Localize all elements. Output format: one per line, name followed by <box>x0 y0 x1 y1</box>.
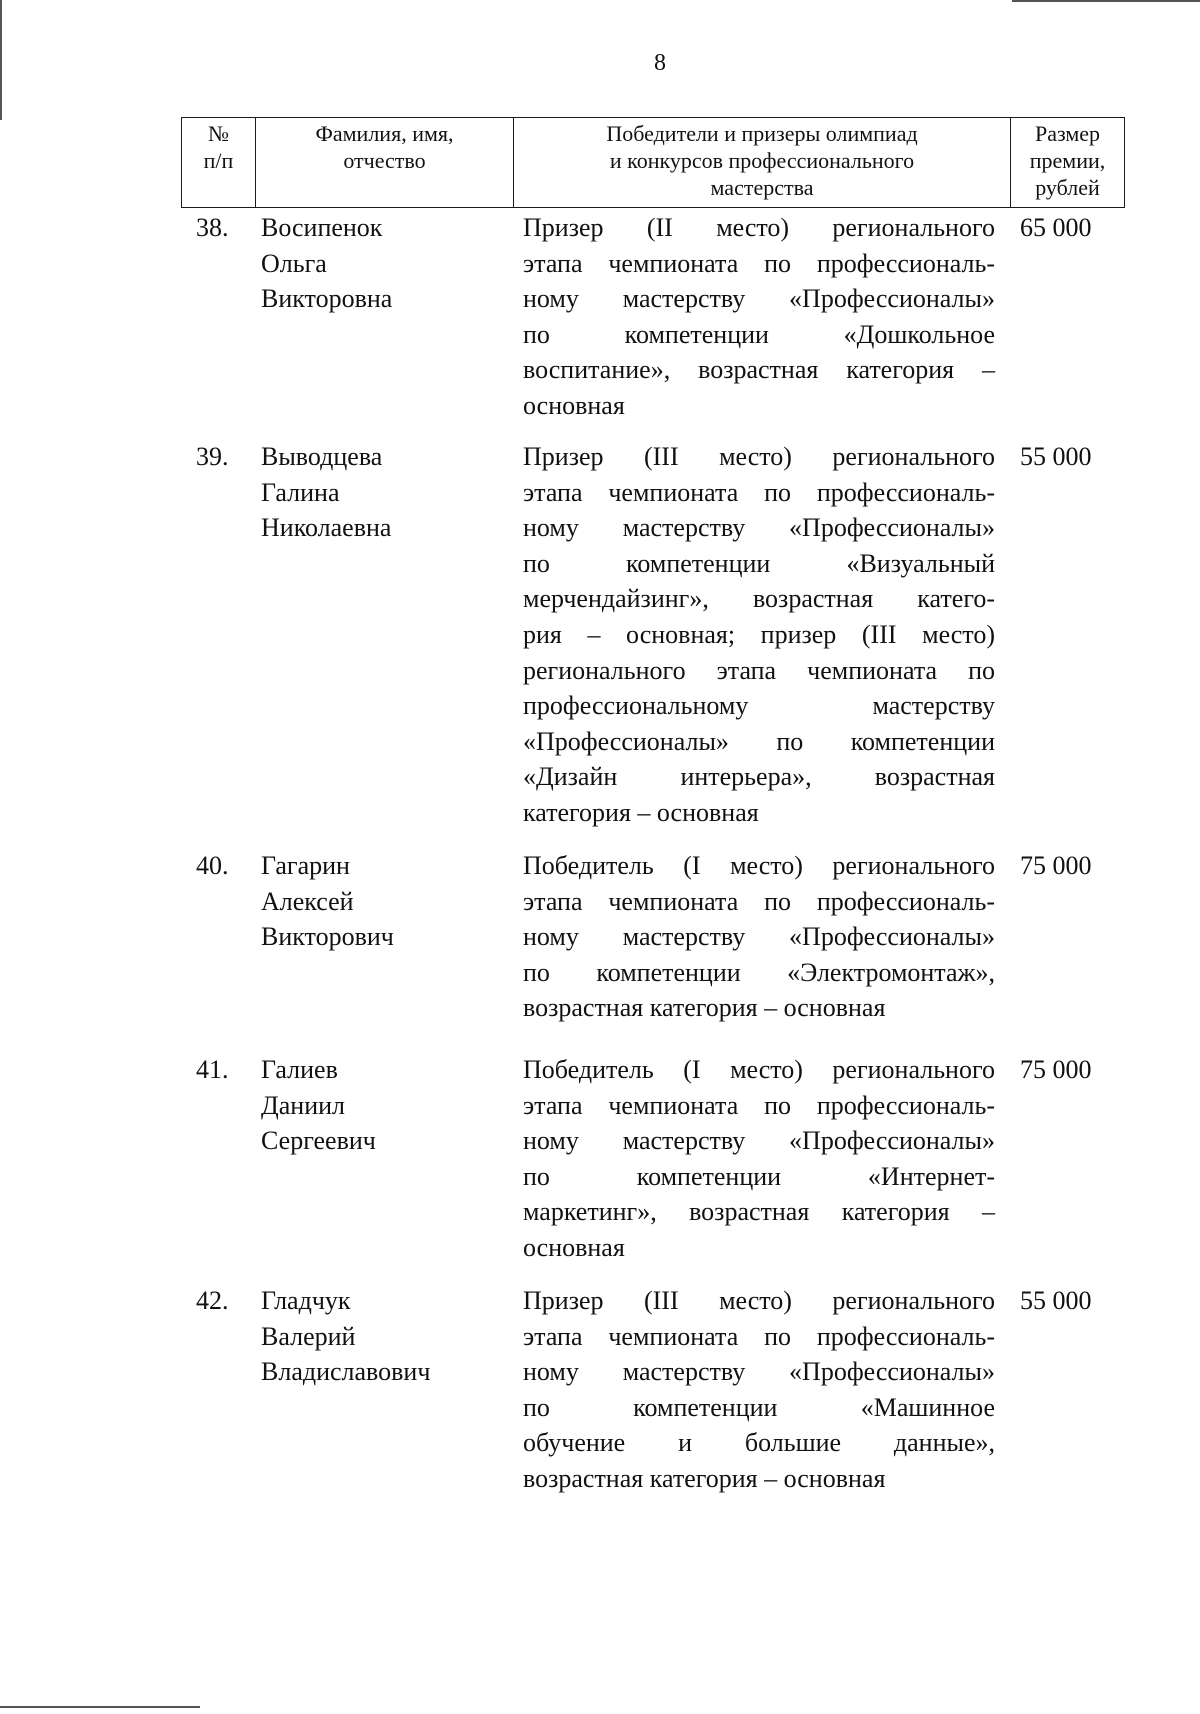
row-achievement <box>523 848 995 1026</box>
achievement-line: основная <box>523 390 625 420</box>
header-line: Победители и призеры олимпиад <box>606 121 918 146</box>
header-line: № <box>208 121 229 146</box>
row-achievement <box>523 1052 995 1266</box>
patronymic: Викторович <box>261 922 394 952</box>
row-number: 38. <box>196 213 229 242</box>
first-name: Даниил <box>261 1090 345 1120</box>
patronymic: Николаевна <box>261 513 392 543</box>
surname: Выводцева <box>261 442 383 471</box>
surname: Гагарин <box>261 851 350 880</box>
row-number: 41. <box>196 1055 229 1084</box>
row-amount: 55 000 <box>1020 1286 1092 1315</box>
row-full-name <box>261 848 491 955</box>
header-col-number <box>182 118 256 208</box>
header-line: отчество <box>343 148 426 173</box>
patronymic: Сергеевич <box>261 1126 376 1156</box>
achievement-line: по компетенции «Визуальный <box>523 548 995 578</box>
header-row <box>182 118 1125 208</box>
achievement-line: Победитель (I место) регионального <box>523 1055 995 1084</box>
achievement-line: по компетенции «Дошкольное <box>523 319 995 349</box>
achievement-line: обучение и большие данные», <box>523 1428 995 1458</box>
first-name: Ольга <box>261 248 327 278</box>
achievement-line: ному мастерству «Профессионалы» <box>523 1357 995 1387</box>
row-full-name <box>261 1052 491 1159</box>
header-col-name <box>256 118 514 208</box>
achievement-line: по компетенции «Интернет- <box>523 1161 995 1191</box>
header-line: Фамилия, имя, <box>315 121 454 146</box>
surname: Галиев <box>261 1055 338 1084</box>
achievement-line: профессиональному мастерству <box>523 691 995 721</box>
scan-edge-mark <box>1012 0 1200 2</box>
achievement-line: маркетинг», возрастная категория – <box>523 1197 995 1227</box>
achievement-line: этапа чемпионата по профессиональ- <box>523 248 995 278</box>
achievement-line: этапа чемпионата по профессиональ- <box>523 1090 995 1120</box>
surname: Гладчук <box>261 1286 351 1315</box>
achievement-line: ному мастерству «Профессионалы» <box>523 1126 995 1156</box>
row-achievement <box>523 210 995 424</box>
first-name: Алексей <box>261 886 354 916</box>
table-header <box>181 117 1125 208</box>
scan-edge-mark <box>0 1706 200 1708</box>
achievement-line: Призер (III место) регионального <box>523 442 995 471</box>
first-name: Галина <box>261 477 340 507</box>
row-number: 39. <box>196 442 229 471</box>
achievement-line: возрастная категория – основная <box>523 1463 886 1493</box>
row-amount: 75 000 <box>1020 851 1092 880</box>
page-number: 8 <box>654 50 666 76</box>
row-number: 42. <box>196 1286 229 1315</box>
header-line: рублей <box>1035 175 1100 200</box>
header-line: и конкурсов профессионального <box>609 148 915 173</box>
row-full-name <box>261 210 491 317</box>
achievement-line: этапа чемпионата по профессиональ- <box>523 886 995 916</box>
row-amount: 65 000 <box>1020 213 1092 242</box>
achievement-line: воспитание», возрастная категория – <box>523 355 995 385</box>
header-line: премии, <box>1029 148 1106 173</box>
achievement-line: ному мастерству «Профессионалы» <box>523 284 995 314</box>
achievement-line: по компетенции «Электромонтаж», <box>523 957 995 987</box>
achievement-line: этапа чемпионата по профессиональ- <box>523 1321 995 1351</box>
row-amount: 75 000 <box>1020 1055 1092 1084</box>
achievement-line: Призер (II место) регионального <box>523 213 995 242</box>
achievement-line: «Профессионалы» по компетенции <box>523 726 995 756</box>
row-achievement <box>523 439 995 831</box>
scan-edge-mark <box>0 0 2 120</box>
achievement-line: по компетенции «Машинное <box>523 1392 995 1422</box>
achievement-line: регионального этапа чемпионата по <box>523 655 995 685</box>
achievement-line: рия – основная; призер (III место) <box>523 619 995 649</box>
row-full-name <box>261 1283 491 1390</box>
header-col-description <box>514 118 1011 208</box>
row-amount: 55 000 <box>1020 442 1092 471</box>
achievement-line: Призер (III место) регионального <box>523 1286 995 1315</box>
patronymic: Викторовна <box>261 284 393 314</box>
achievement-line: ному мастерству «Профессионалы» <box>523 922 995 952</box>
first-name: Валерий <box>261 1321 356 1351</box>
header-line: мастерства <box>710 175 814 200</box>
achievement-line: основная <box>523 1232 625 1262</box>
header-col-amount <box>1011 118 1125 208</box>
header-line: п/п <box>203 148 234 173</box>
achievement-line: Победитель (I место) регионального <box>523 851 995 880</box>
surname: Восипенок <box>261 213 383 242</box>
row-achievement <box>523 1283 995 1497</box>
achievement-line: возрастная категория – основная <box>523 993 886 1023</box>
row-full-name <box>261 439 491 546</box>
patronymic: Владиславович <box>261 1357 431 1387</box>
achievement-line: ному мастерству «Профессионалы» <box>523 513 995 543</box>
row-number: 40. <box>196 851 229 880</box>
achievement-line: «Дизайн интерьера», возрастная <box>523 762 995 792</box>
achievement-line: мерчендайзинг», возрастная катего- <box>523 584 995 614</box>
header-line: Размер <box>1034 121 1101 146</box>
achievement-line: этапа чемпионата по профессиональ- <box>523 477 995 507</box>
achievement-line: категория – основная <box>523 797 759 827</box>
